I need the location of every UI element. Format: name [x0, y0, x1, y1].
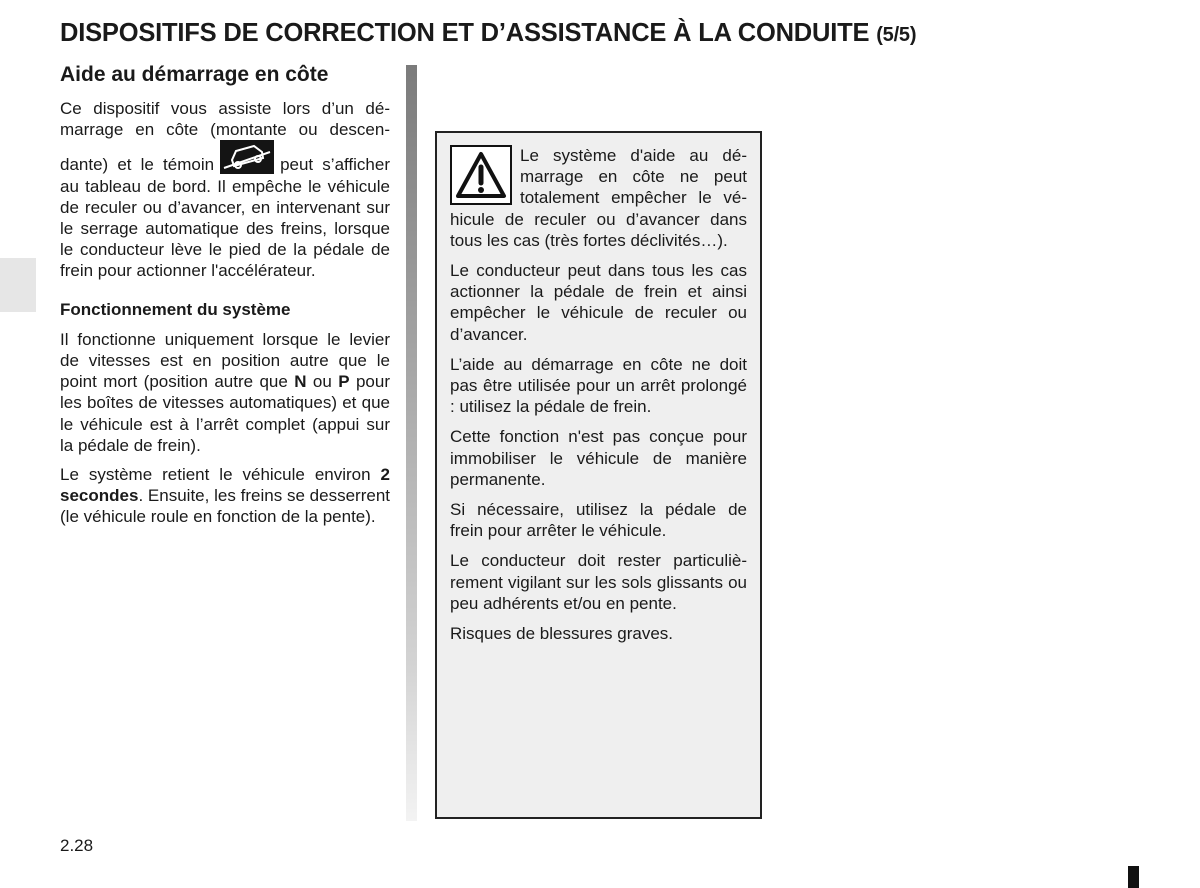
- section-heading: Aide au démarrage en côte: [60, 63, 329, 86]
- warning-triangle-icon: [450, 145, 512, 205]
- intro-paragraph: [60, 98, 390, 282]
- warning-box: [435, 131, 762, 819]
- hold-paragraph: Le système retient le véhicule environ 2 secondes. Ensuite, les freins se desserrent (le véhicule roule en fonction de la pente).: [60, 465, 390, 527]
- warning-paragraph: Le conducteur peut dans tous les cas actionner la pédale de frein et ainsi empêcher le véhicule de reculer ou d’avancer.: [450, 261, 747, 344]
- intro-text-after: peut s’afficher au tableau de bord. Il empêche le véhicule de reculer ou d’avancer, en intervenant sur le serrage automatique des freins, lorsque le conducteur lève le pied de la pédale de frein pour actionner l'accélérateur.: [60, 155, 391, 281]
- warning-paragraph: Si nécessaire, utilisez la pédale de frein pour arrêter le véhicule.: [450, 500, 747, 541]
- chapter-tab: [0, 258, 36, 312]
- warning-paragraph: Risques de blessures graves.: [450, 624, 674, 644]
- warning-paragraph: Le système d'aide au démarrage en côte ne peut totalement empêcher le véhicule de reculer ou d’avancer dans tous les cas (très fortes déclivités…).: [450, 146, 747, 250]
- page-title-text: DISPOSITIFS DE CORRECTION ET D’ASSISTANCE À LA CONDUITE: [60, 19, 870, 47]
- page-number: 2.28: [60, 836, 94, 855]
- warning-paragraph: L’aide au démarrage en côte ne doit pas être utilisée pour un arrêt prolongé : utilisez la pédale de frein.: [450, 354, 747, 417]
- operation-paragraph: Il fonctionne uniquement lorsque le levier de vitesses est en position autre que le point mort (position autre que N ou P pour les boîtes de vitesses automatiques) et que le véhicule est à l’arrêt complet (appui sur la pédale de frein).: [60, 329, 391, 455]
- subsection-heading: Fonctionnement du système: [60, 299, 291, 319]
- page-title: [60, 19, 916, 48]
- corner-mark: [1128, 866, 1139, 888]
- hill-start-indicator-icon: [220, 140, 274, 174]
- column-separator: [406, 65, 417, 821]
- intro-text-before: Ce dispositif vous assiste lors d’un démarrage en côte (montante ou descendante) et le témoin: [60, 99, 390, 175]
- warning-paragraph: Le conducteur doit rester particulièrement vigilant sur les sols glissants ou peu adhérents et/ou en pente.: [450, 551, 747, 613]
- warning-paragraph: Cette fonction n'est pas conçue pour immobiliser le véhicule de manière permanente.: [450, 427, 747, 489]
- left-column: [60, 62, 390, 536]
- page-part: (5/5): [876, 24, 917, 46]
